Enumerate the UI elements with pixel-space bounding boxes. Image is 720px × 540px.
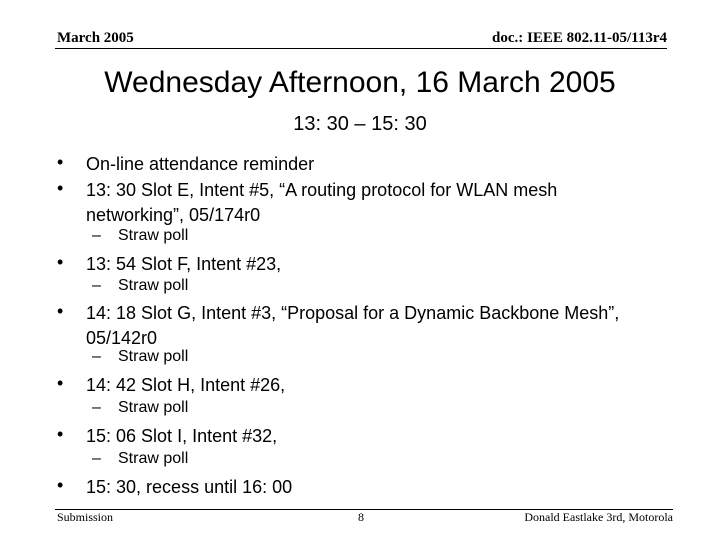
sub-item: Straw poll: [118, 450, 189, 467]
agenda-item: 14: 18 Slot G, Intent #3, “Proposal for a Dynamic Backbone Mesh”, 05/142r0: [86, 303, 620, 348]
sub-dash: –: [92, 450, 101, 467]
slide-title: Wednesday Afternoon, 16 March 2005: [104, 66, 616, 99]
agenda-item: 13: 54 Slot F, Intent #23,: [86, 254, 282, 274]
bullet-marker: •: [57, 475, 64, 495]
bullet-marker: •: [57, 301, 64, 321]
agenda-item: 15: 30, recess until 16: 00: [86, 477, 293, 497]
sub-dash: –: [92, 348, 101, 365]
footer-author: Donald Eastlake 3rd, Motorola: [524, 510, 673, 524]
agenda-item: 14: 42 Slot H, Intent #26,: [86, 375, 286, 395]
header-rule: [55, 48, 667, 49]
sub-item: Straw poll: [118, 227, 189, 244]
footer-page-number: 8: [358, 510, 364, 524]
slide-subtitle: 13: 30 – 15: 30: [293, 113, 427, 135]
agenda-item: 13: 30 Slot E, Intent #5, “A routing protocol for WLAN mesh networking”, 05/174r0: [86, 180, 558, 225]
footer-submission: Submission: [57, 510, 114, 524]
bullet-marker: •: [57, 424, 64, 444]
sub-dash: –: [92, 227, 101, 244]
bullet-marker: •: [57, 152, 64, 172]
agenda-item: 15: 06 Slot I, Intent #32,: [86, 426, 278, 446]
header-date: March 2005: [57, 30, 134, 46]
sub-item: Straw poll: [118, 399, 189, 416]
sub-item: Straw poll: [118, 277, 189, 294]
header-doc-id: doc.: IEEE 802.11-05/113r4: [491, 30, 667, 46]
agenda-item: On-line attendance reminder: [86, 154, 315, 174]
sub-item: Straw poll: [118, 348, 189, 365]
bullet-marker: •: [57, 252, 64, 272]
sub-dash: –: [92, 399, 101, 416]
bullet-marker: •: [57, 373, 64, 393]
sub-dash: –: [92, 277, 101, 294]
bullet-marker: •: [57, 178, 64, 198]
